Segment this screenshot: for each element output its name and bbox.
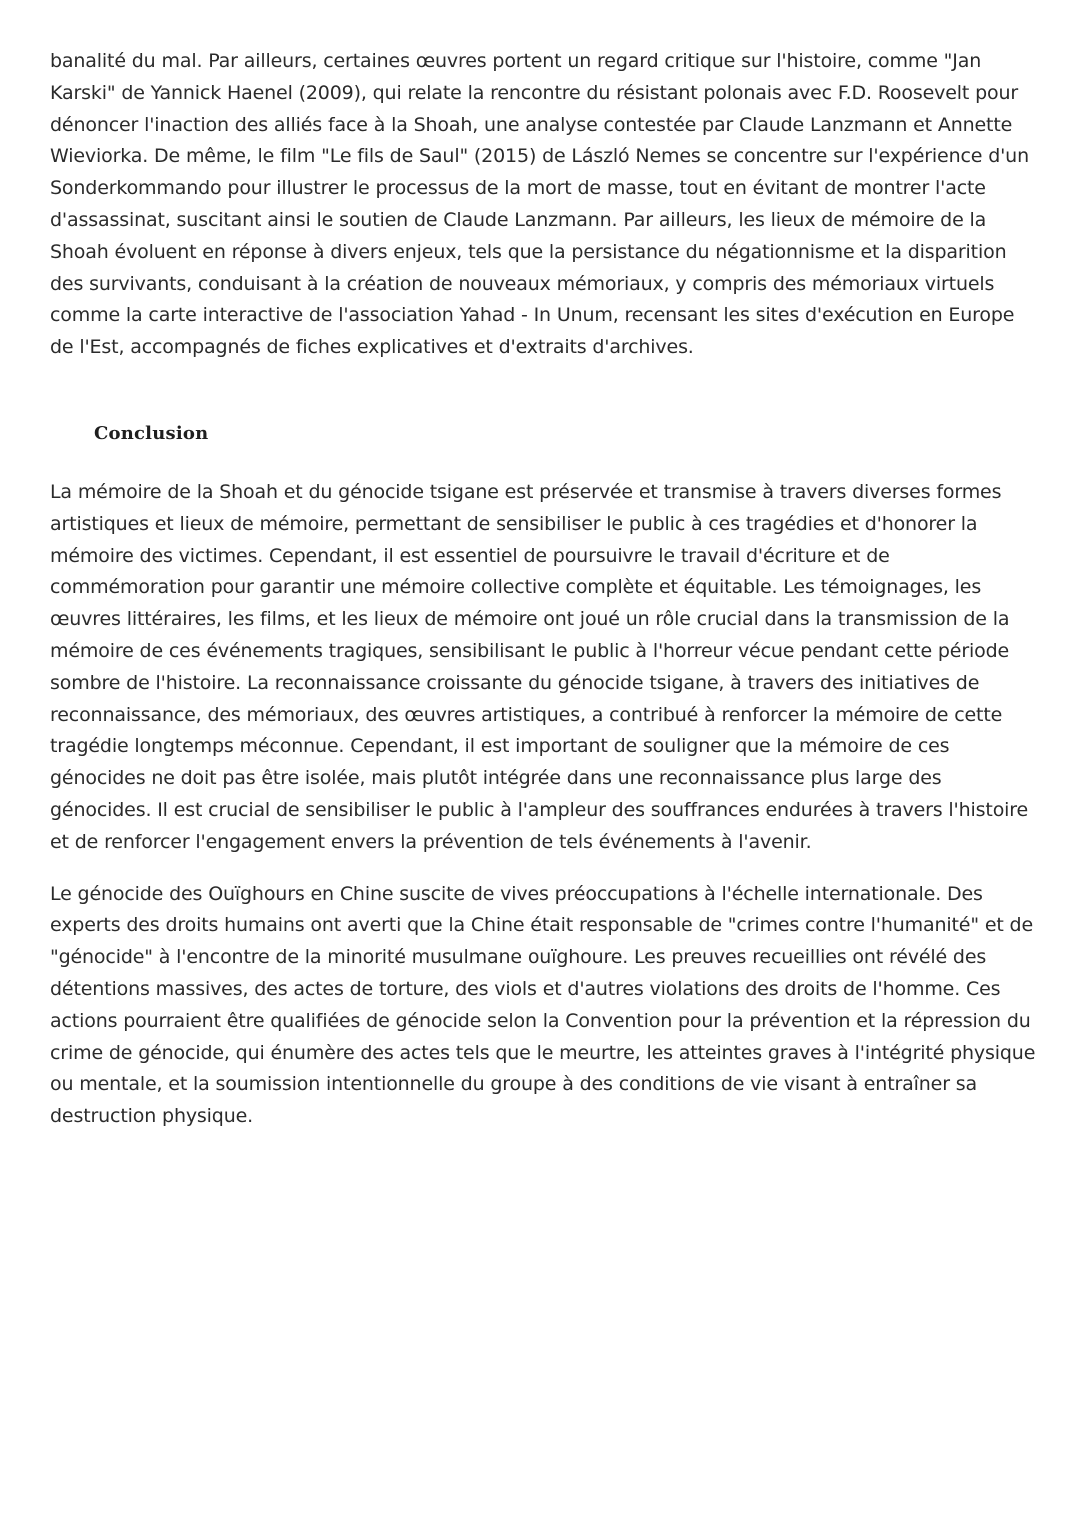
section-heading-conclusion: Conclusion bbox=[94, 422, 209, 444]
paragraph-memory-works: banalité du mal. Par ailleurs, certaines œuvres portent un regard critique sur l'histoire, comme "Jan Karski" de Yannick Haenel (2009), qui relate la rencontre du résistant polonais avec F.D. Roosevelt pour dénoncer l'inaction des alliés face à la Shoah, une analyse contestée par Claude Lanzmann et Annette Wieviorka. De même, le film "Le fils de Saul" (2015) de László Nemes se concentre sur l'expérience d'un Sonderkommando pour illustrer le processus de la mort de masse, tout en évitant de montrer l'acte d'assassinat, suscitant ainsi le soutien de Claude Lanzmann. Par ailleurs, les lieux de mémoire de la Shoah évoluent en réponse à divers enjeux, tels que la persistance du négationnisme et la disparition des survivants, conduisant à la création de nouveaux mémoriaux, y compris des mémoriaux virtuels comme la carte interactive de l'association Yahad - In Unum, recensant les sites d'exécution en Europe de l'Est, accompagnés de fiches explicatives et d'extraits d'archives. bbox=[50, 50, 1029, 359]
paragraph-uyghur-genocide: Le génocide des Ouïghours en Chine suscite de vives préoccupations à l'échelle internationale. Des experts des droits humains ont averti que la Chine était responsable de "crimes contre l'humanité" et de "génocide" à l'encontre de la minorité musulmane ouïghoure. Les preuves recueillies ont révélé des détentions massives, des actes de torture, des viols et d'autres violations des droits de l'homme. Ces actions pourraient être qualifiées de génocide selon la Convention pour la prévention et la répression du crime de génocide, qui énumère des actes tels que le meurtre, les atteintes graves à l'intégrité physique ou mentale, et la soumission intentionnelle du groupe à des conditions de vie visant à entraîner sa destruction physique. bbox=[50, 882, 1036, 1128]
document-page bbox=[50, 46, 1040, 1133]
paragraph-conclusion: La mémoire de la Shoah et du génocide tsigane est préservée et transmise à travers diverses formes artistiques et lieux de mémoire, permettant de sensibiliser le public à ces tragédies et d'honorer la mémoire des victimes. Cependant, il est essentiel de poursuivre le travail d'écriture et de commémoration pour garantir une mémoire collective complète et équitable. Les témoignages, les œuvres littéraires, les films, et les lieux de mémoire ont joué un rôle crucial dans la transmission de la mémoire de ces événements tragiques, sensibilisant le public à l'horreur vécue pendant cette période sombre de l'histoire. La reconnaissance croissante du génocide tsigane, à travers des initiatives de reconnaissance, des mémoriaux, des œuvres artistiques, a contribué à renforcer la mémoire de cette tragédie longtemps méconnue. Cependant, il est important de souligner que la mémoire de ces génocides ne doit pas être isolée, mais plutôt intégrée dans une reconnaissance plus large des génocides. Il est crucial de sensibiliser le public à l'ampleur des souffrances endurées à travers l'histoire et de renforcer l'engagement envers la prévention de tels événements à l'avenir. bbox=[50, 480, 1029, 853]
